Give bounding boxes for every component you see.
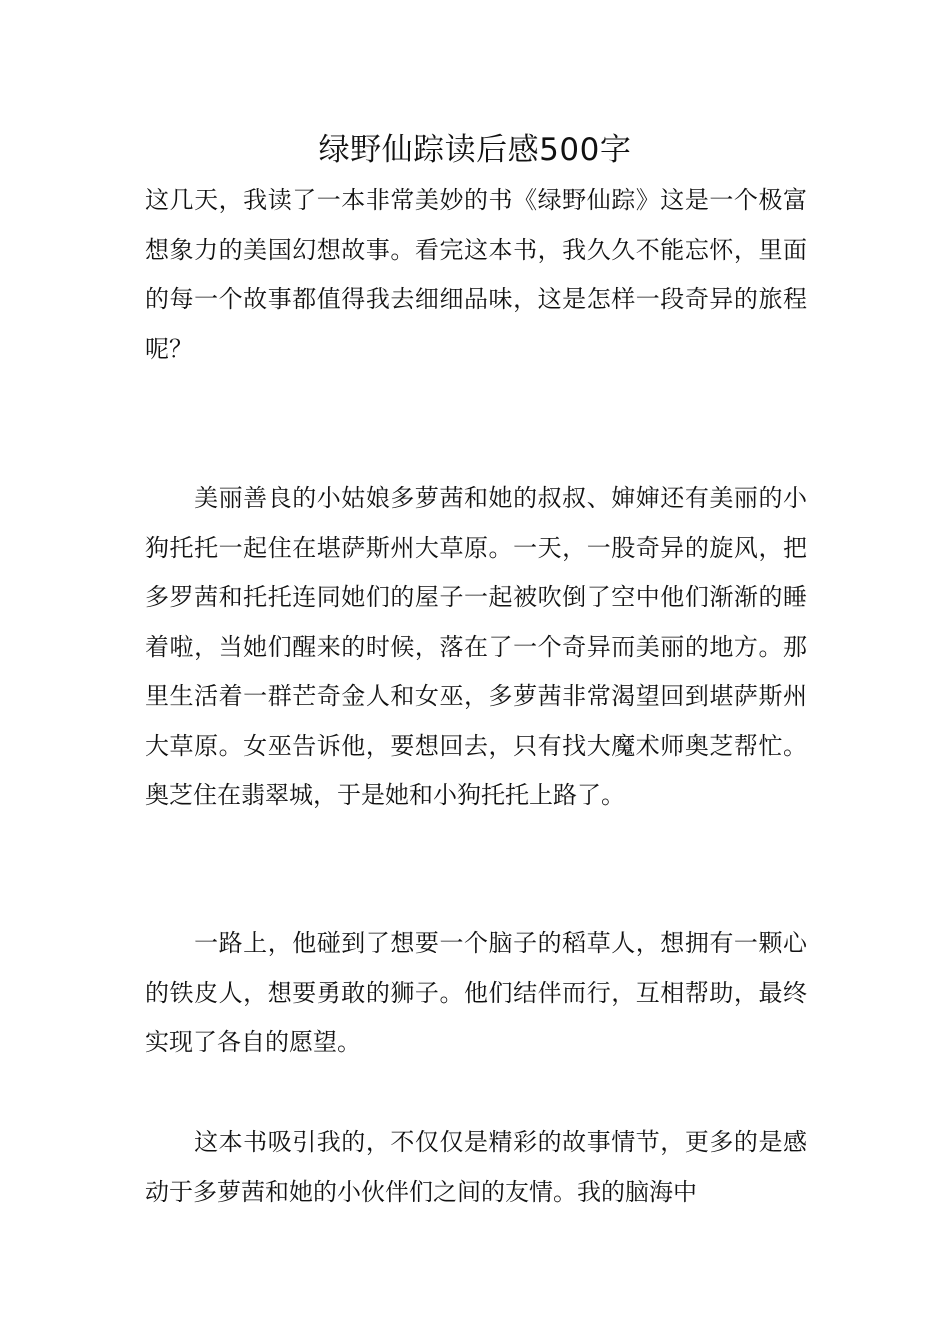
- paragraph-story-summary: 美丽善良的小姑娘多萝茜和她的叔叔、婶婶还有美丽的小狗托托一起住在堪萨斯州大草原。一天，一股奇异的旋风，把多罗茜和托托连同她们的屋子一起被吹倒了空中他们渐渐的睡着啦，当她们醒来的时候，落在了一个奇异而美丽的地方。那里生活着一群芒奇金人和女巫，多萝茜非常渴望回到堪萨斯州大草原。女巫告诉他，要想回去，只有找大魔术师奥芝帮忙。奥芝住在翡翠城，于是她和小狗托托上路了。: [145, 484, 807, 809]
- document-title: 绿野仙踪读后感500字: [318, 132, 632, 168]
- paragraph-companions: 一路上，他碰到了想要一个脑子的稻草人，想拥有一颗心的铁皮人，想要勇敢的狮子。他们结伴而行，互相帮助，最终实现了各自的愿望。: [145, 929, 807, 1056]
- paragraph-intro: 这几天，我读了一本非常美妙的书《绿野仙踪》这是一个极富想象力的美国幻想故事。看完这本书，我久久不能忘怀，里面的每一个故事都值得我去细细品味，这是怎样一段奇异的旅程呢？: [145, 186, 807, 363]
- paragraph-reflection: 这本书吸引我的，不仅仅是精彩的故事情节，更多的是感动于多萝茜和她的小伙伴们之间的友情。我的脑海中: [145, 1128, 807, 1206]
